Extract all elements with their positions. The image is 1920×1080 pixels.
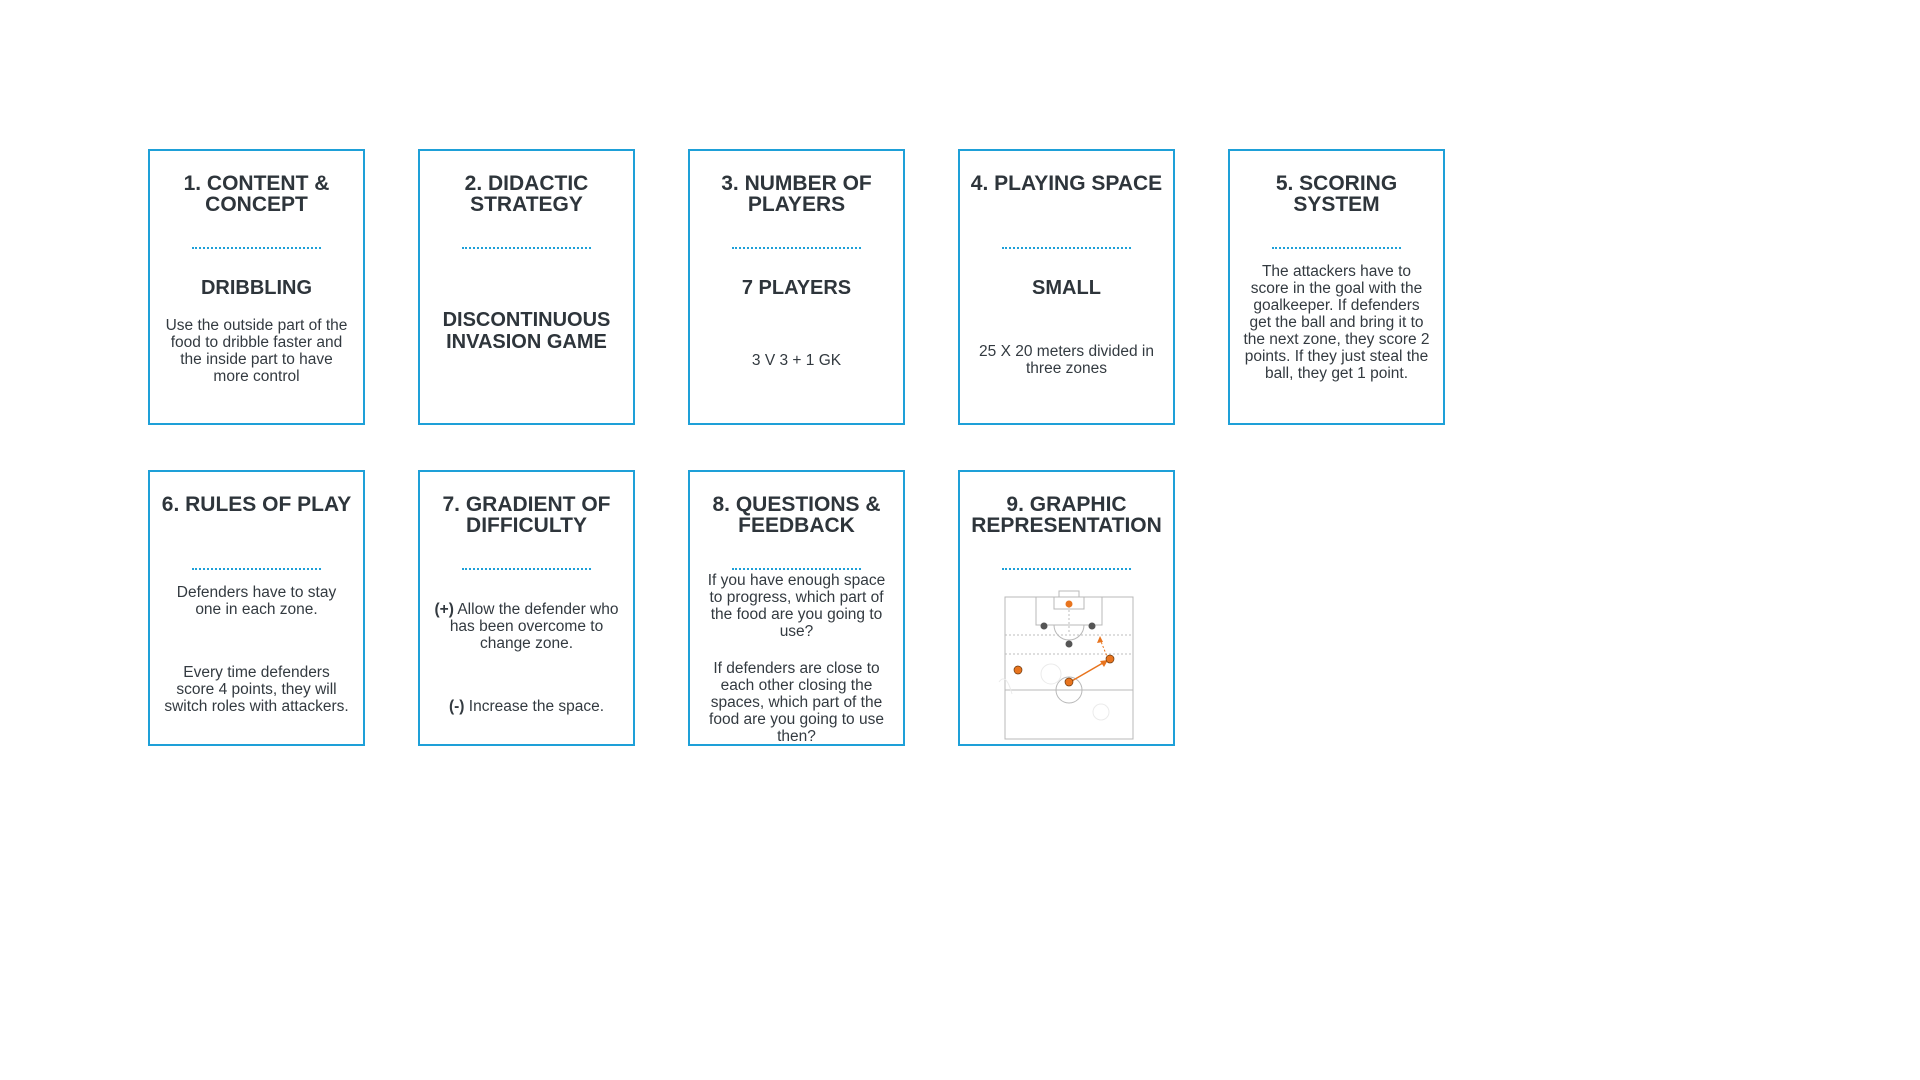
card-heading: DRIBBLING (200, 277, 313, 299)
plus-sign: (+) (434, 601, 454, 618)
card-number-of-players (688, 149, 905, 425)
defender (1066, 641, 1073, 648)
card-graphic-representation (958, 470, 1175, 746)
minus-sign: (-) (448, 698, 465, 715)
divider (192, 247, 321, 249)
card-text: Defenders have to stay one in each zone. (176, 584, 337, 618)
card-text-plus (434, 601, 619, 652)
divider (192, 568, 321, 570)
divider (1272, 247, 1401, 249)
card-title: 4. PLAYING SPACE (970, 172, 1163, 195)
attacker (1065, 678, 1073, 686)
card-text: Use the outside part of the food to dribble faster and the inside part to have more control (165, 317, 348, 385)
card-title: 2. DIDACTIC STRATEGY (464, 172, 589, 216)
divider (1002, 247, 1131, 249)
divider (732, 568, 861, 570)
attacker (1106, 655, 1114, 663)
card-gradient-of-difficulty (418, 470, 635, 746)
card-title: 5. SCORING SYSTEM (1275, 172, 1398, 216)
goalkeeper (1066, 601, 1073, 608)
card-title: 1. CONTENT & CONCEPT (183, 172, 330, 216)
card-text: If you have enough space to progress, which part of the food are you going to use? (707, 572, 886, 640)
card-title: 7. GRADIENT OF DIFFICULTY (442, 493, 611, 537)
card-text-minus (434, 698, 619, 715)
divider (732, 247, 861, 249)
ghost-marking (1093, 704, 1109, 720)
pitch-diagram (996, 582, 1136, 742)
card-text: The attackers have to score in the goal with the goalkeeper. If defenders get the ball and bring it to the next zone, they score 2 points. If they just steal the ball, they get 1 point. (1243, 263, 1430, 382)
divider (462, 568, 591, 570)
card-heading: DISCONTINUOUS INVASION GAME (442, 309, 611, 353)
card-text: If defenders are close to each other closing the spaces, which part of the food are you going to use then? (709, 660, 884, 745)
card-title: 3. NUMBER OF PLAYERS (721, 172, 872, 216)
card-scoring-system (1228, 149, 1445, 425)
defender (1089, 623, 1096, 630)
card-text: Every time defenders score 4 points, they will switch roles with attackers. (164, 664, 349, 715)
card-heading: 7 PLAYERS (741, 277, 852, 299)
attacker (1014, 666, 1022, 674)
card-title: 6. RULES OF PLAY (161, 493, 352, 516)
goal (1059, 591, 1079, 597)
divider (1002, 568, 1131, 570)
minus-text: Increase the space. (468, 698, 605, 715)
card-title: 9. GRAPHIC REPRESENTATION (971, 493, 1162, 537)
plus-text: Allow the defender who has been overcome to change zone. (449, 601, 619, 652)
card-heading: SMALL (1032, 277, 1101, 299)
card-didactic-strategy (418, 149, 635, 425)
arrow-head (1097, 636, 1103, 643)
card-questions-feedback (688, 470, 905, 746)
card-title: 8. QUESTIONS & FEEDBACK (712, 493, 881, 537)
card-text: 25 X 20 meters divided in three zones (979, 343, 1154, 377)
card-content-concept (148, 149, 365, 425)
divider (462, 247, 591, 249)
card-rules-of-play (148, 470, 365, 746)
defender (1041, 623, 1048, 630)
card-playing-space (958, 149, 1175, 425)
ghost-marking (1041, 664, 1061, 684)
card-text: 3 V 3 + 1 GK (751, 352, 842, 369)
